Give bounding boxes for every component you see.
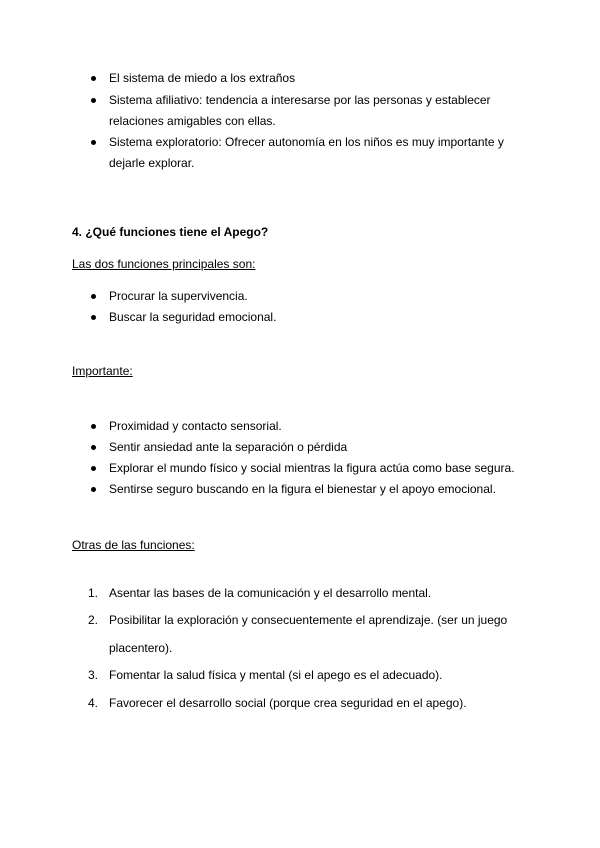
list-item-number: 3. — [88, 668, 99, 682]
list-item-number: 4. — [88, 696, 99, 710]
bullet-icon — [91, 487, 96, 492]
list-item — [88, 579, 529, 607]
list-item-text: Sentirse seguro buscando en la figura el bienestar y el apoyo emocional. — [109, 482, 496, 496]
list-item — [109, 416, 529, 437]
important-label: Importante: — [72, 364, 133, 378]
list-item — [109, 132, 519, 174]
list-item-text: Explorar el mundo físico y social mientras la figura actúa como base segura. — [109, 461, 515, 475]
list-item-text: Buscar la seguridad emocional. — [109, 310, 277, 324]
list-item-number: 1. — [88, 586, 99, 600]
list-item-text: Favorecer el desarrollo social (porque crea seguridad en el apego). — [109, 696, 467, 710]
list-item — [109, 68, 529, 89]
list-item — [109, 307, 529, 328]
bullet-icon — [91, 466, 96, 471]
list-item-text: El sistema de miedo a los extraños — [109, 71, 296, 85]
bullet-icon — [91, 76, 96, 81]
list-item-text: Sistema afiliativo: tendencia a interesarse por las personas y establecer relaciones amigables con ellas. — [109, 93, 491, 128]
bullet-icon — [91, 424, 96, 429]
bullet-icon — [91, 98, 96, 103]
bullet-icon — [91, 294, 96, 299]
list-item-text: Procurar la supervivencia. — [109, 289, 248, 303]
list-item-text: Asentar las bases de la comunicación y el desarrollo mental. — [109, 586, 432, 600]
list-item — [109, 286, 529, 307]
list-item-text: Fomentar la salud física y mental (si el apego es el adecuado). — [109, 668, 443, 682]
list-item — [88, 661, 529, 689]
bullet-icon — [91, 140, 96, 145]
list-item-text: Sistema exploratorio: Ofrecer autonomía en los niños es muy importante y dejarle explorar. — [109, 135, 504, 170]
list-item — [109, 90, 524, 132]
main-functions-label: Las dos funciones principales son: — [72, 257, 256, 271]
list-item-text: Sentir ansiedad ante la separación o pérdida — [109, 440, 348, 454]
list-item — [88, 606, 521, 662]
list-item — [109, 479, 549, 500]
bullet-icon — [91, 445, 96, 450]
list-item — [109, 458, 549, 479]
other-functions-label: Otras de las funciones: — [72, 538, 195, 552]
list-item-text: Posibilitar la exploración y consecuentemente el aprendizaje. (ser un juego placentero). — [109, 613, 508, 655]
section-heading: 4. ¿Qué funciones tiene el Apego? — [72, 225, 269, 239]
list-item-text: Proximidad y contacto sensorial. — [109, 419, 282, 433]
list-item — [109, 437, 529, 458]
list-item — [88, 689, 529, 717]
bullet-icon — [91, 315, 96, 320]
list-item-number: 2. — [88, 613, 99, 627]
